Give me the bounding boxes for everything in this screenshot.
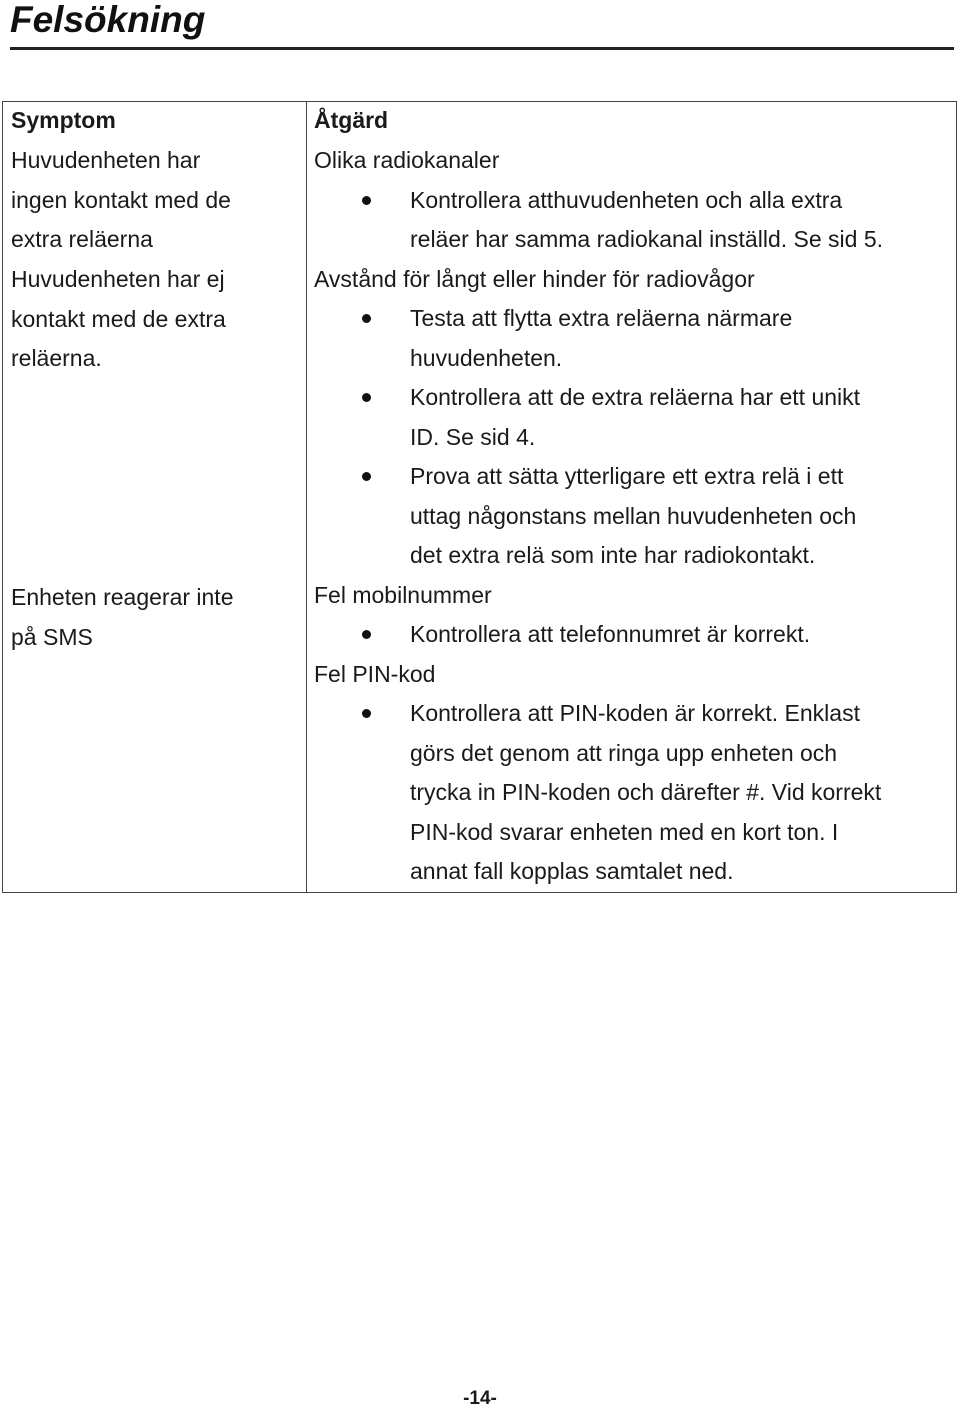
bullet-line: huvudenheten. [410, 344, 563, 371]
bullet-item [314, 615, 954, 655]
page-title: Felsökning [10, 0, 206, 40]
action-header: Åtgärd [314, 107, 389, 133]
action-column [314, 102, 954, 884]
symptom-column [11, 102, 301, 650]
column-divider [306, 102, 307, 892]
symptom-no-sms-response [11, 578, 234, 657]
bullet-line: det extra relä som inte har radiokontakt. [410, 542, 816, 568]
action-heading-mobile-number: Fel mobilnummer [314, 581, 492, 608]
action-heading-pin-code: Fel PIN-kod [314, 660, 436, 687]
bullet-icon [362, 393, 371, 402]
symptom-no-contact-relays [11, 260, 226, 379]
bullet-line: PIN-kod svarar enheten med en kort ton. I [410, 818, 839, 845]
action-heading-distance: Avstånd för långt eller hinder för radiovågor [314, 265, 755, 292]
bullet-line: trycka in PIN-koden och därefter #. Vid korrekt [410, 779, 882, 805]
bullet-line: Prova att sätta ytterligare ett extra relä i ett [410, 463, 844, 489]
bullet-item [314, 457, 954, 576]
symptom-line: reläerna. [11, 345, 102, 371]
bullet-line: Testa att flytta extra reläerna närmare [410, 305, 793, 331]
symptom-line: Huvudenheten har ej [11, 266, 225, 292]
symptom-header: Symptom [11, 107, 116, 133]
bullet-icon [362, 709, 371, 718]
bullet-line: görs det genom att ringa upp enheten och [410, 739, 838, 766]
bullet-icon [362, 630, 371, 639]
bullet-icon [362, 314, 371, 323]
symptom-line: extra reläerna [11, 226, 153, 252]
action-heading-radio-channel: Olika radiokanaler [314, 147, 500, 173]
bullet-line: uttag någonstans mellan huvudenheten och [410, 502, 857, 529]
bullet-item [314, 378, 954, 457]
bullet-line: annat fall kopplas samtalet ned. [410, 858, 734, 884]
bullet-icon [362, 472, 371, 481]
bullet-line: ID. Se sid 4. [410, 423, 536, 450]
symptom-line: ingen kontakt med de [11, 186, 231, 213]
troubleshooting-table [2, 101, 957, 893]
symptom-line: Enheten reagerar inte [11, 584, 234, 610]
bullet-item [314, 694, 954, 892]
bullet-icon [362, 196, 371, 205]
title-divider [10, 47, 954, 50]
symptom-line: på SMS [11, 623, 93, 650]
page-number: -14- [463, 1388, 497, 1409]
symptom-line: kontakt med de extra [11, 305, 226, 332]
bullet-line: Kontrollera atthuvudenheten och alla extra [410, 186, 843, 213]
action-list [314, 141, 954, 892]
symptom-no-contact-same-channel [11, 141, 231, 260]
bullet-line: reläer har samma radiokanal inställd. Se sid 5. [410, 226, 884, 252]
bullet-item [314, 299, 954, 378]
symptom-line: Huvudenheten har [11, 147, 201, 173]
bullet-line: Kontrollera att de extra reläerna har ett unikt [410, 384, 861, 410]
bullet-item [314, 181, 954, 260]
bullet-line: Kontrollera att PIN-koden är korrekt. Enklast [410, 700, 860, 726]
bullet-line: Kontrollera att telefonnumret är korrekt. [410, 621, 811, 647]
